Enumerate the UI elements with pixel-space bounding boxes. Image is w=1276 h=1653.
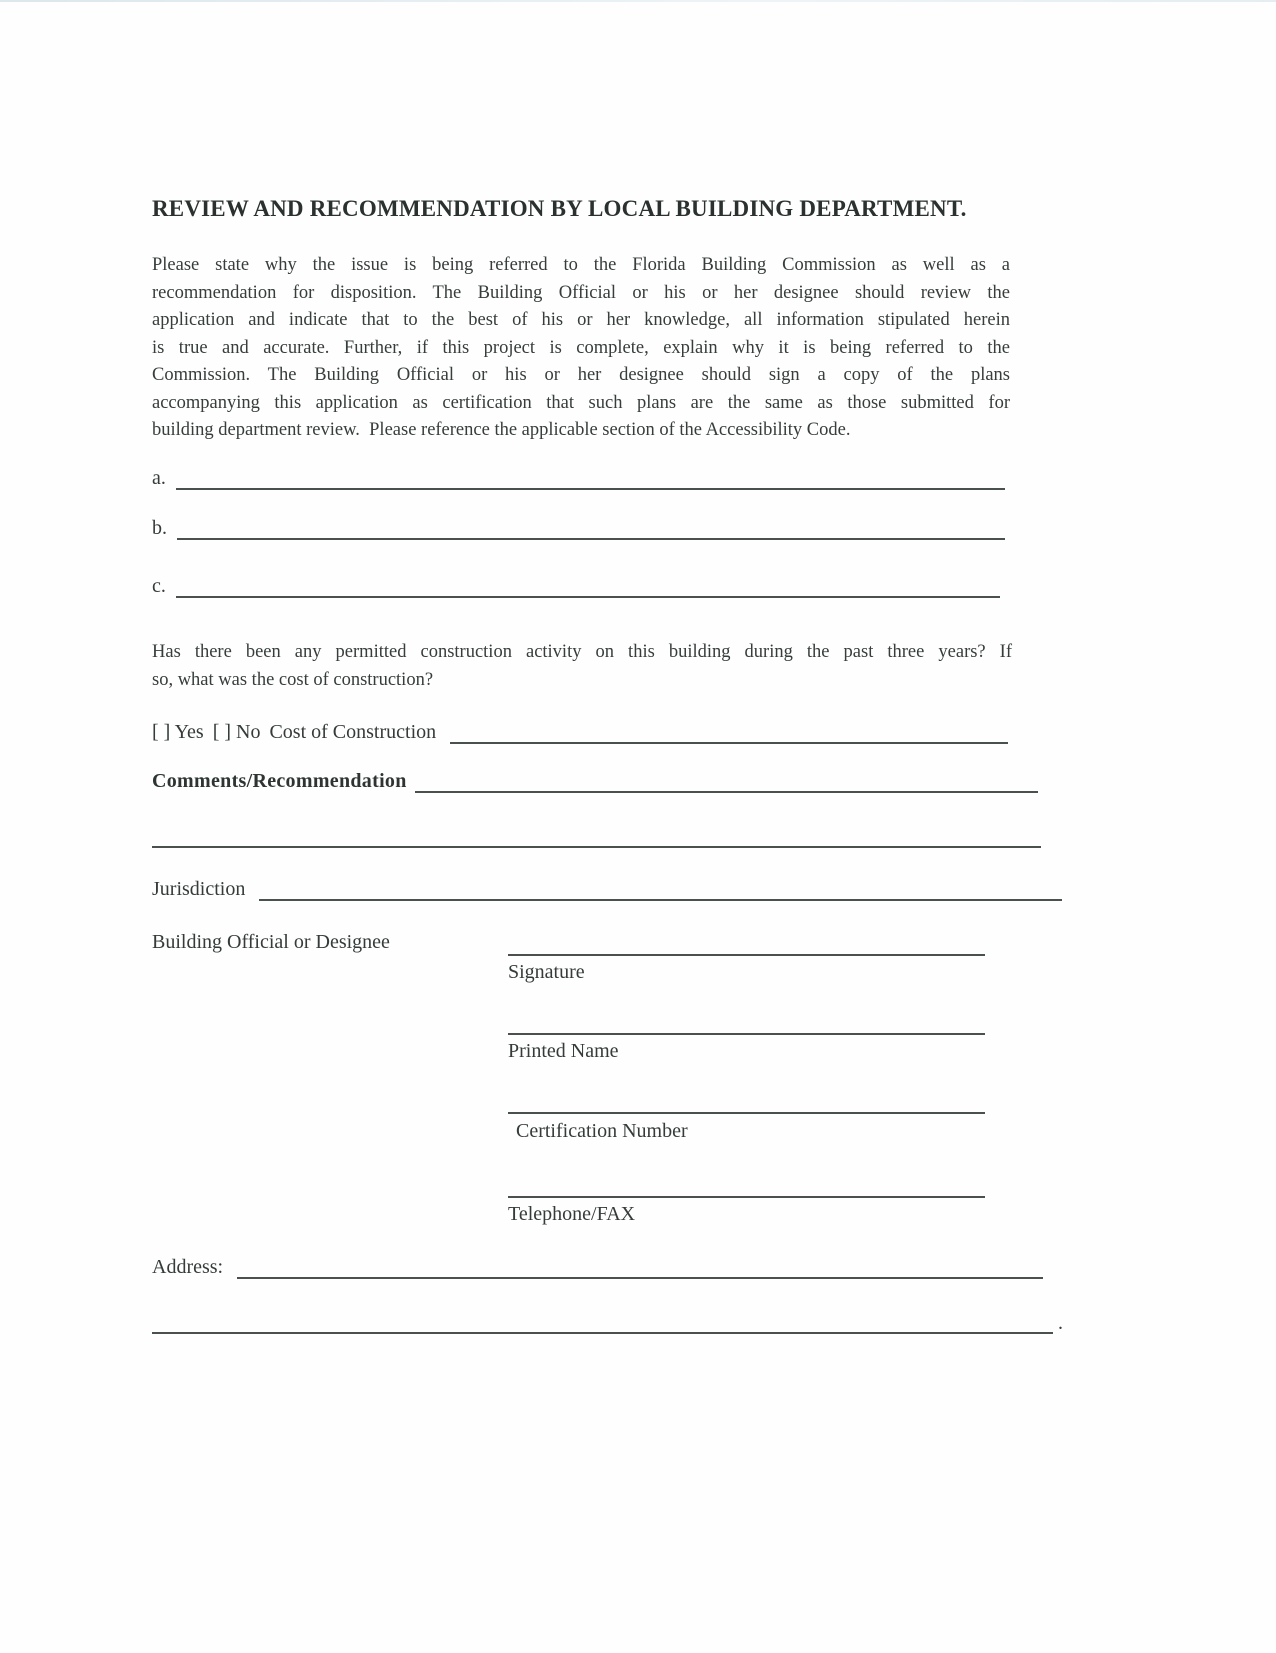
printed-name-line[interactable] xyxy=(508,1033,985,1035)
telephone-fax-label: Telephone/FAX xyxy=(508,1203,636,1225)
cost-of-construction-row xyxy=(152,714,1008,744)
blank-item-b xyxy=(152,510,1005,540)
blank-item-c-line[interactable] xyxy=(176,592,1000,598)
comments-recommendation-label: Comments/Recommendation xyxy=(152,770,407,792)
blank-item-b-label: b. xyxy=(152,517,167,539)
intro-line: building department review. Please reference the applicable section of the Accessibility Code. xyxy=(152,420,851,440)
comments-continuation-line[interactable] xyxy=(152,846,1041,848)
address-label: Address: xyxy=(152,1256,224,1278)
address-continuation-line[interactable] xyxy=(152,1332,1053,1334)
certification-number-label: Certification Number xyxy=(516,1120,688,1142)
comments-recommendation-line[interactable] xyxy=(415,787,1038,793)
intro-line: application and indicate that to the best of his or her knowledge, all information stipulated herein xyxy=(152,310,1010,330)
question-line: Has there been any permitted construction activity on this building during the past three years? If xyxy=(152,642,1012,662)
intro-line: is true and accurate. Further, if this project is complete, explain why it is being referred to the xyxy=(152,337,1010,358)
yes-checkbox[interactable]: [ ] Yes xyxy=(152,721,204,743)
building-official-label: Building Official or Designee xyxy=(152,931,390,953)
intro-line: Please state why the issue is being referred to the Florida Building Commission as well as a xyxy=(152,255,1010,275)
intro-paragraph xyxy=(152,252,1010,445)
telephone-fax-line[interactable] xyxy=(508,1196,985,1198)
signature-label: Signature xyxy=(508,961,585,983)
cost-of-construction-label: Cost of Construction xyxy=(269,721,437,743)
intro-line: recommendation for disposition. The Building Official or his or her designee should review the xyxy=(152,282,1010,303)
scan-edge-artifact xyxy=(0,0,1276,2)
cost-of-construction-line[interactable] xyxy=(450,738,1008,744)
printed-name-label: Printed Name xyxy=(508,1040,619,1062)
question-line: so, what was the cost of construction? xyxy=(152,670,434,690)
construction-activity-question xyxy=(152,638,1012,694)
intro-line: Commission. The Building Official or his or her designee should sign a copy of the plans xyxy=(152,365,1010,385)
intro-line: accompanying this application as certification that such plans are the same as those submitted for xyxy=(152,392,1010,413)
blank-item-c xyxy=(152,568,1000,598)
blank-item-a-line[interactable] xyxy=(176,484,1005,490)
blank-item-a xyxy=(152,460,1005,490)
jurisdiction-line[interactable] xyxy=(259,895,1062,901)
trailing-period: . xyxy=(1058,1312,1063,1334)
blank-item-a-label: a. xyxy=(152,467,166,489)
signature-line[interactable] xyxy=(508,954,985,956)
page-title: REVIEW AND RECOMMENDATION BY LOCAL BUILDING DEPARTMENT. xyxy=(152,196,967,221)
blank-item-c-label: c. xyxy=(152,575,166,597)
comments-recommendation-row xyxy=(152,763,1038,793)
no-checkbox[interactable]: [ ] No xyxy=(212,721,261,743)
jurisdiction-label: Jurisdiction xyxy=(152,878,246,900)
jurisdiction-row xyxy=(152,871,1062,901)
address-row xyxy=(152,1249,1043,1279)
certification-number-line[interactable] xyxy=(508,1112,985,1114)
blank-item-b-line[interactable] xyxy=(177,534,1005,540)
address-line[interactable] xyxy=(237,1273,1043,1279)
